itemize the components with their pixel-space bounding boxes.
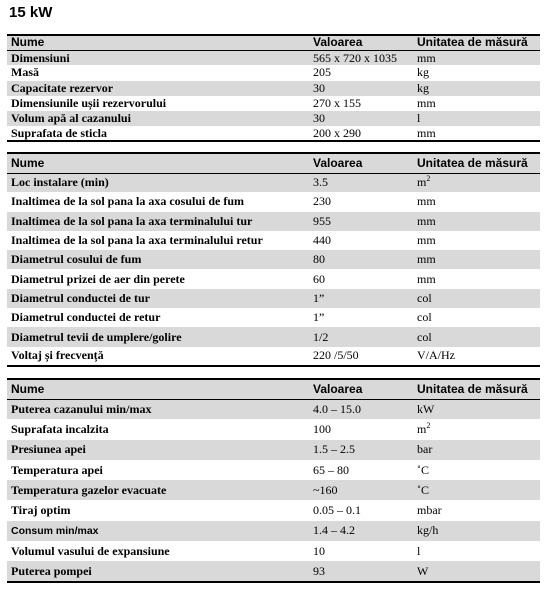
row-unit <box>411 212 540 231</box>
table-row <box>7 460 540 480</box>
row-name <box>7 419 311 439</box>
row-unit-text: V/A/Hz <box>417 348 455 363</box>
table-row <box>7 327 540 346</box>
row-unit-text: bar <box>417 442 433 457</box>
row-value <box>311 289 411 308</box>
row-value-text: 0.05 – 0.1 <box>313 503 361 518</box>
row-value <box>311 65 411 80</box>
row-unit <box>411 173 540 192</box>
row-unit <box>411 399 540 419</box>
row-value-text: 60 <box>313 271 325 286</box>
table-header-row <box>7 35 540 50</box>
table-row <box>7 308 540 327</box>
row-unit-text: kg <box>417 80 429 95</box>
table-row <box>7 269 540 288</box>
row-value <box>311 561 411 581</box>
header-unit: Unitatea de măsură <box>411 153 540 173</box>
page-title: 15 kW <box>9 4 53 21</box>
row-name-text: Volum apă al cazanului <box>11 111 131 126</box>
row-unit-text: mm <box>417 252 436 267</box>
row-name <box>7 250 311 269</box>
row-name <box>7 480 311 500</box>
row-name-text: Puterea pompei <box>11 563 92 578</box>
table-row <box>7 231 540 250</box>
row-value <box>311 419 411 439</box>
row-unit <box>411 521 540 541</box>
row-name-text: Temperatura gazelor evacuate <box>11 482 167 497</box>
row-unit <box>411 250 540 269</box>
row-unit <box>411 81 540 96</box>
row-value <box>311 440 411 460</box>
row-unit-text: kg <box>417 65 429 80</box>
row-unit <box>411 111 540 126</box>
row-unit <box>411 480 540 500</box>
row-value-text: 440 <box>313 233 331 248</box>
row-name <box>7 126 311 141</box>
row-value <box>311 250 411 269</box>
header-unit: Unitatea de măsură <box>411 379 540 399</box>
row-name <box>7 308 311 327</box>
row-name <box>7 289 311 308</box>
table-row <box>7 440 540 460</box>
table-header-row <box>7 153 540 173</box>
header-name: Nume <box>7 35 311 50</box>
row-unit <box>411 289 540 308</box>
row-value <box>311 173 411 192</box>
row-value-text: 1.4 – 4.2 <box>313 523 355 538</box>
table-row <box>7 81 540 96</box>
row-unit <box>411 231 540 250</box>
header-name: Nume <box>7 379 311 399</box>
row-name <box>7 231 311 250</box>
row-name-text: Capacitate rezervor <box>11 80 114 95</box>
row-name <box>7 65 311 80</box>
row-name-text: Voltaj și frecvență <box>11 348 104 363</box>
dimensions-table <box>7 34 540 142</box>
row-unit <box>411 96 540 111</box>
table-row <box>7 289 540 308</box>
row-value-text: 3.5 <box>313 175 328 190</box>
row-value-text: 10 <box>313 543 325 558</box>
row-value-text: 30 <box>313 80 325 95</box>
row-name <box>7 111 311 126</box>
header-value: Valoarea <box>311 153 411 173</box>
row-unit-text: col <box>417 310 432 325</box>
row-unit-text: mm <box>417 271 436 286</box>
row-unit <box>411 347 540 366</box>
row-value-text: 80 <box>313 252 325 267</box>
row-name-text: Consum min/max <box>11 524 99 537</box>
row-unit <box>411 500 540 520</box>
row-name-text: Diametrul conductei de tur <box>11 290 150 305</box>
row-unit <box>411 460 540 480</box>
row-value-text: 4.0 – 15.0 <box>313 401 361 416</box>
header-unit: Unitatea de măsură <box>411 35 540 50</box>
row-name-text: Suprafata de sticla <box>11 126 107 140</box>
performance-table <box>7 378 540 583</box>
row-unit <box>411 561 540 581</box>
table-row <box>7 50 540 65</box>
row-value <box>311 269 411 288</box>
row-value <box>311 541 411 561</box>
row-name <box>7 541 311 561</box>
row-value <box>311 231 411 250</box>
row-name-text: Dimensiunile ușii rezervorului <box>11 95 167 110</box>
row-value-text: 205 <box>313 65 331 80</box>
header-value: Valoarea <box>311 379 411 399</box>
row-unit-text: ˚C <box>417 462 429 477</box>
row-value-text: 200 x 290 <box>313 126 361 140</box>
row-name-text: Masă <box>11 65 39 80</box>
table-row <box>7 65 540 80</box>
row-value-text: 270 x 155 <box>313 95 361 110</box>
row-name-text: Inaltimea de la sol pana la axa terminalului retur <box>11 233 263 248</box>
table-row <box>7 173 540 192</box>
row-name-text: Diametrul prizei de aer din perete <box>11 271 185 286</box>
table-row <box>7 500 540 520</box>
row-name <box>7 81 311 96</box>
table-row <box>7 126 540 141</box>
unit-superscript: 2 <box>426 174 431 184</box>
row-unit <box>411 327 540 346</box>
row-name-text: Tiraj optim <box>11 503 71 518</box>
table-row <box>7 541 540 561</box>
row-name-text: Diametrul tevii de umplere/golire <box>11 329 182 344</box>
unit-superscript: 2 <box>426 420 431 430</box>
row-value-text: 100 <box>313 421 331 436</box>
row-value-text: 65 – 80 <box>313 462 349 477</box>
table-row <box>7 419 540 439</box>
row-value-text: 220 /5/50 <box>313 348 359 363</box>
row-value <box>311 399 411 419</box>
row-name-text: Suprafata incalzita <box>11 421 109 436</box>
row-value-text: 1” <box>313 310 325 325</box>
row-name <box>7 192 311 211</box>
table-row <box>7 96 540 111</box>
row-name-text: Inaltimea de la sol pana la axa cosului de fum <box>11 194 245 209</box>
table-row <box>7 111 540 126</box>
row-value <box>311 500 411 520</box>
table-row <box>7 250 540 269</box>
row-name <box>7 521 311 541</box>
row-name <box>7 500 311 520</box>
row-unit <box>411 50 540 65</box>
row-unit-text: kg/h <box>417 523 439 538</box>
row-unit <box>411 192 540 211</box>
row-value <box>311 460 411 480</box>
row-unit-text: mm <box>417 213 436 228</box>
row-value-text: 1.5 – 2.5 <box>313 442 355 457</box>
row-name-text: Diametrul cosului de fum <box>11 252 142 267</box>
row-unit-text: m <box>417 421 427 436</box>
installation-table <box>7 152 540 367</box>
row-unit-text: mm <box>417 194 436 209</box>
row-name-text: Dimensiuni <box>11 50 70 65</box>
row-unit-text: col <box>417 290 432 305</box>
row-value <box>311 347 411 366</box>
row-name-text: Loc instalare (min) <box>11 175 109 190</box>
row-unit-text: mm <box>417 95 436 110</box>
row-value <box>311 192 411 211</box>
row-unit-text: kW <box>417 401 435 416</box>
row-unit <box>411 65 540 80</box>
table-row <box>7 192 540 211</box>
row-unit-text: mbar <box>417 503 442 518</box>
row-value-text: 1/2 <box>313 329 329 344</box>
row-value-text: 30 <box>313 111 325 126</box>
table-row <box>7 399 540 419</box>
row-value <box>311 480 411 500</box>
header-value: Valoarea <box>311 35 411 50</box>
row-name-text: Puterea cazanului min/max <box>11 401 152 416</box>
table-row <box>7 561 540 581</box>
row-value <box>311 81 411 96</box>
row-name <box>7 399 311 419</box>
row-name <box>7 269 311 288</box>
row-unit-text: mm <box>417 126 436 140</box>
row-name-text: Diametrul conductei de retur <box>11 310 161 325</box>
row-name <box>7 460 311 480</box>
row-unit-text: m <box>417 175 427 190</box>
row-unit <box>411 269 540 288</box>
row-unit-text: mm <box>417 50 436 65</box>
row-value-text: 1” <box>313 290 325 305</box>
row-value <box>311 327 411 346</box>
row-unit <box>411 419 540 439</box>
row-name <box>7 50 311 65</box>
row-value-text: 565 x 720 x 1035 <box>313 50 397 65</box>
table-row <box>7 347 540 366</box>
row-name-text: Inaltimea de la sol pana la axa terminalului tur <box>11 213 253 228</box>
row-value <box>311 111 411 126</box>
row-name <box>7 96 311 111</box>
row-name <box>7 212 311 231</box>
row-unit <box>411 126 540 141</box>
row-value-text: 955 <box>313 213 331 228</box>
row-name <box>7 440 311 460</box>
header-name: Nume <box>7 153 311 173</box>
row-name-text: Temperatura apei <box>11 462 103 477</box>
table-row <box>7 521 540 541</box>
row-value <box>311 126 411 141</box>
table-header-row <box>7 379 540 399</box>
row-name <box>7 173 311 192</box>
table-row <box>7 480 540 500</box>
row-unit-text: ˚C <box>417 482 429 497</box>
row-unit <box>411 541 540 561</box>
row-unit-text: mm <box>417 233 436 248</box>
row-unit-text: l <box>417 111 421 126</box>
row-name <box>7 561 311 581</box>
row-name <box>7 347 311 366</box>
row-value-text: 230 <box>313 194 331 209</box>
row-unit <box>411 308 540 327</box>
row-name <box>7 327 311 346</box>
row-unit-text: l <box>417 543 421 558</box>
row-value <box>311 308 411 327</box>
row-value <box>311 96 411 111</box>
row-unit <box>411 440 540 460</box>
row-value <box>311 521 411 541</box>
table-row <box>7 212 540 231</box>
row-value-text: 93 <box>313 563 325 578</box>
row-name-text: Volumul vasului de expansiune <box>11 543 170 558</box>
row-unit-text: col <box>417 329 432 344</box>
row-value <box>311 50 411 65</box>
row-unit-text: W <box>417 563 429 578</box>
row-value-text: ~160 <box>313 482 338 497</box>
row-name-text: Presiunea apei <box>11 442 86 457</box>
row-value <box>311 212 411 231</box>
